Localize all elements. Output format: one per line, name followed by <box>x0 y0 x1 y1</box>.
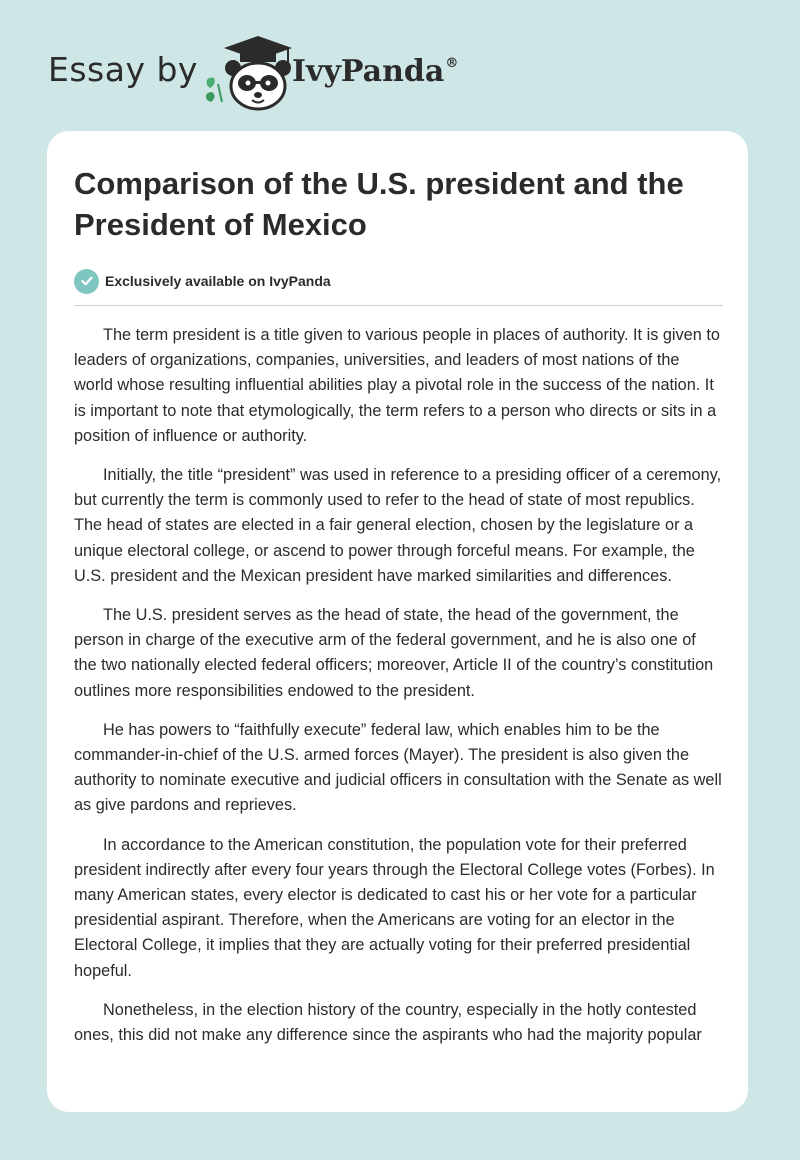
exclusive-badge <box>74 267 722 295</box>
brand-header <box>48 32 548 112</box>
paragraph: He has powers to “faithfully execute” federal law, which enables him to be the commander-in-chief of the U.S. armed forces (Mayer). The president is also given the authority to nominate executive and judicial officers in consultation with the Senate as well as give pardons and reprieves. <box>74 720 722 815</box>
essay-body <box>74 323 722 1048</box>
exclusive-label: Exclusively available on IvyPanda <box>105 273 331 289</box>
divider <box>74 305 723 306</box>
paragraph: Initially, the title “president” was used in reference to a presiding officer of a ceremony, but currently the term is commonly used to refer to the head of state of most republics. The head of states are elected in a fair general election, chosen by the legislature or a unique electoral college, or ascend to power through forceful means. For example, the U.S. president and the Mexican president have marked similarities and differences. <box>74 466 722 585</box>
essay-title: Comparison of the U.S. president and the President of Mexico <box>74 166 684 242</box>
paragraph: Nonetheless, in the election history of the country, especially in the hotly contested ones, this did not make any difference since the aspirants who had the majority popular <box>74 1000 702 1045</box>
registered-mark: ® <box>445 56 459 71</box>
panda-graduate-icon <box>200 32 296 112</box>
checkmark-icon <box>74 269 99 294</box>
paragraph: In accordance to the American constitution, the population vote for their preferred president indirectly after every four years through the Electoral College votes (Forbes). In many American states, every elector is dedicated to cast his or her vote for a particular presidential aspirant. Therefore, when the Americans are voting for an elector in the Electoral College, it implies that they are actually voting for their preferred presidential hopeful. <box>74 835 715 980</box>
brand-name: IvyPanda® <box>292 54 459 89</box>
essay-by-label: Essay by <box>48 50 198 89</box>
paragraph: The term president is a title given to various people in places of authority. It is given to leaders of organizations, companies, universities, and leaders of most nations of the world whose resulting influential abilities play a pivotal role in the success of the nation. It is important to note that etymologically, the term refers to a person who directs or sits in a position of influence or authority. <box>74 326 720 445</box>
paragraph: The U.S. president serves as the head of state, the head of the government, the person in charge of the executive arm of the federal government, and he is also one of the two nationally elected federal officers; moreover, Article II of the country’s constitution outlines more responsibilities endowed to the president. <box>74 606 714 700</box>
essay-card <box>47 131 748 1112</box>
